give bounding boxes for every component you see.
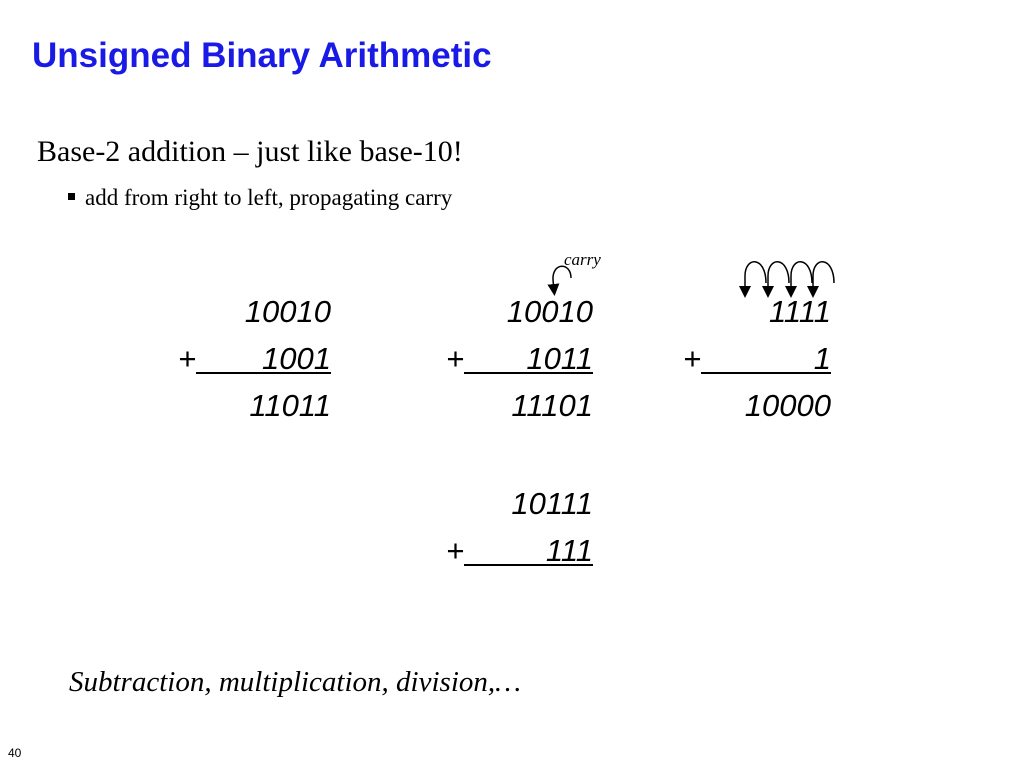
- top-operand: 1111: [768, 294, 831, 329]
- result: 11011: [249, 388, 331, 423]
- top-operand: 10010: [506, 294, 593, 329]
- slide-title: Unsigned Binary Arithmetic: [32, 36, 492, 75]
- addend: 1: [813, 341, 831, 376]
- footer-text: Subtraction, multiplication, division,…: [69, 666, 521, 698]
- page-number: 40: [8, 746, 22, 760]
- plus-sign: +: [178, 341, 197, 376]
- plus-sign: +: [446, 341, 465, 376]
- addend: 1001: [262, 341, 331, 376]
- sub-bullet-text: add from right to left, propagating carry: [85, 185, 453, 210]
- main-bullet: Base-2 addition – just like base-10!: [37, 135, 463, 168]
- carry-arrow-icon: [745, 262, 766, 292]
- carry-label: carry: [564, 250, 601, 269]
- top-operand: 10111: [511, 486, 593, 521]
- result: 11101: [511, 388, 593, 423]
- carry-arrow-icon: [813, 262, 834, 292]
- carry-arrow-icon: [768, 262, 789, 292]
- carry-arrow-icon: [553, 266, 571, 290]
- addend: 111: [545, 533, 593, 568]
- addend: 1011: [526, 341, 593, 376]
- plus-sign: +: [683, 341, 702, 376]
- carry-arrow-icon: [791, 262, 812, 292]
- result: 10000: [744, 388, 831, 423]
- top-operand: 10010: [244, 294, 331, 329]
- plus-sign: +: [446, 533, 465, 568]
